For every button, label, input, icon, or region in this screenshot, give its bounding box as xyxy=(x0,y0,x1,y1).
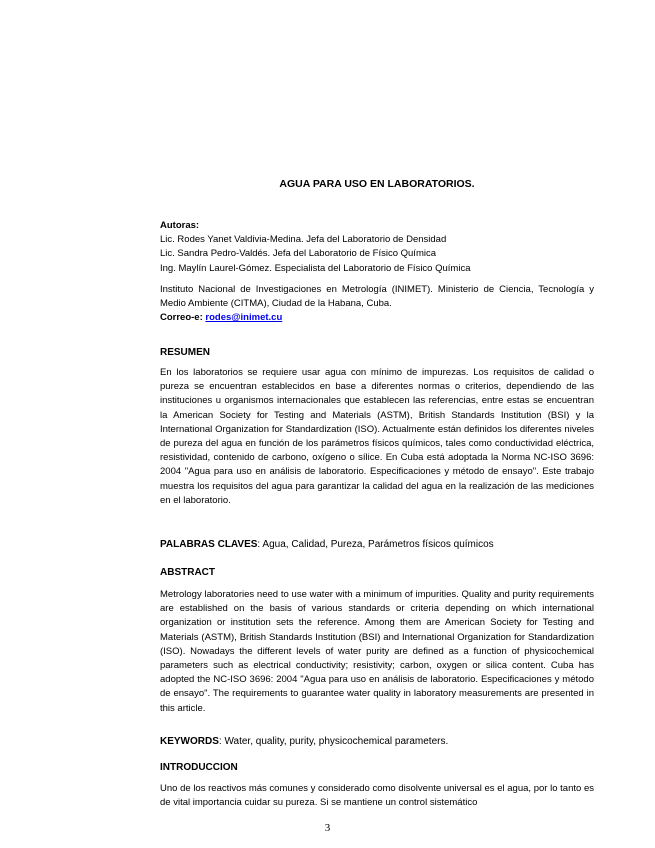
author-line: Lic. Rodes Yanet Valdivia-Medina. Jefa del Laboratorio de Densidad xyxy=(160,234,447,246)
email-link[interactable]: rodes@inimet.cu xyxy=(205,312,283,324)
palabras-claves-text: : Agua, Calidad, Pureza, Parámetros físicos químicos xyxy=(257,539,494,550)
resumen-text: En los laboratorios se requiere usar agua con mínimo de impurezas. Los requisitos de calidad o pureza se encuentran establecidos en base a diferentes normas o criterios, dependiendo de las instituciones u organismos internacionales que establecen las referencias, entre estas se encuentran la American Society for Testing and Materials (ASTM), British Standards Institution (BSI) y la International Organization for Standardization (ISO). Actualmente están definidos los diferentes niveles de pureza del agua en función de los parámetros físicos químicos, tales como conductividad eléctrica, resistividad, contenido de carbono, oxígeno o sílice. En Cuba está adoptada la Norma NC-ISO 3696: 2004 "Agua para uso en análisis de laboratorio. Especificaciones y método de ensayo". Este trabajo muestra los requisitos del agua para garantizar la calidad del agua en la realización de las mediciones en el laboratorio. xyxy=(160,367,594,506)
keywords-label: KEYWORDS xyxy=(160,736,219,747)
page-number: 3 xyxy=(324,822,331,834)
abstract-text: Metrology laboratories need to use water with a minimum of impurities. Quality and purity requirements are established on the basis of various standards or criteria depending on which international organization or institution sets the reference. Among them are American Society for Testing and Materials (ASTM), British Standards Institution (BSI) and International Organization for Standardization (ISO). Nowadays the different levels of water purity are defined as a function of physicochemical parameters such as electrical conductivity; resistivity; carbon, oxygen or silica content. Cuba has adopted the NC-ISO 3696: 2004 "Agua para uso en análisis de laboratorio. Especificaciones y método de ensayo". The requirements to guarantee water quality in laboratory measurements are presented in this article. xyxy=(160,589,594,714)
authors-heading: Autoras: xyxy=(160,220,200,231)
author-line: Ing. Maylín Laurel-Gómez. Especialista del Laboratorio de Físico Química xyxy=(160,262,471,274)
resumen-body xyxy=(160,366,594,508)
palabras-claves-label: PALABRAS CLAVES xyxy=(160,539,258,550)
introduccion-heading: INTRODUCCION xyxy=(160,762,238,773)
institution-block xyxy=(160,283,594,326)
author-line: Lic. Sandra Pedro-Valdés. Jefa del Laboratorio de Físico Química xyxy=(160,248,436,260)
introduccion-body xyxy=(160,782,594,810)
abstract-heading: ABSTRACT xyxy=(160,567,215,578)
keywords-line xyxy=(160,735,594,749)
keywords-text: : Water, quality, purity, physicochemical parameters. xyxy=(218,736,449,747)
resumen-heading: RESUMEN xyxy=(160,347,211,358)
palabras-claves-line xyxy=(160,538,594,552)
email-label: Correo-e: xyxy=(160,312,203,324)
paper-title: AGUA PARA USO EN LABORATORIOS. xyxy=(279,178,475,190)
authors-block xyxy=(160,219,594,276)
introduccion-text: Uno de los reactivos más comunes y considerado como disolvente universal es el agua, por lo tanto es de vital importancia cuidar su pureza. Si se mantiene un control sistemático xyxy=(160,783,594,809)
institution-text: Instituto Nacional de Investigaciones en Metrología (INIMET). Ministerio de Ciencia, Tecnología y Medio Ambiente (CITMA), Ciudad de la Habana, Cuba. xyxy=(160,284,594,310)
abstract-body xyxy=(160,588,594,716)
email-line xyxy=(160,311,594,325)
